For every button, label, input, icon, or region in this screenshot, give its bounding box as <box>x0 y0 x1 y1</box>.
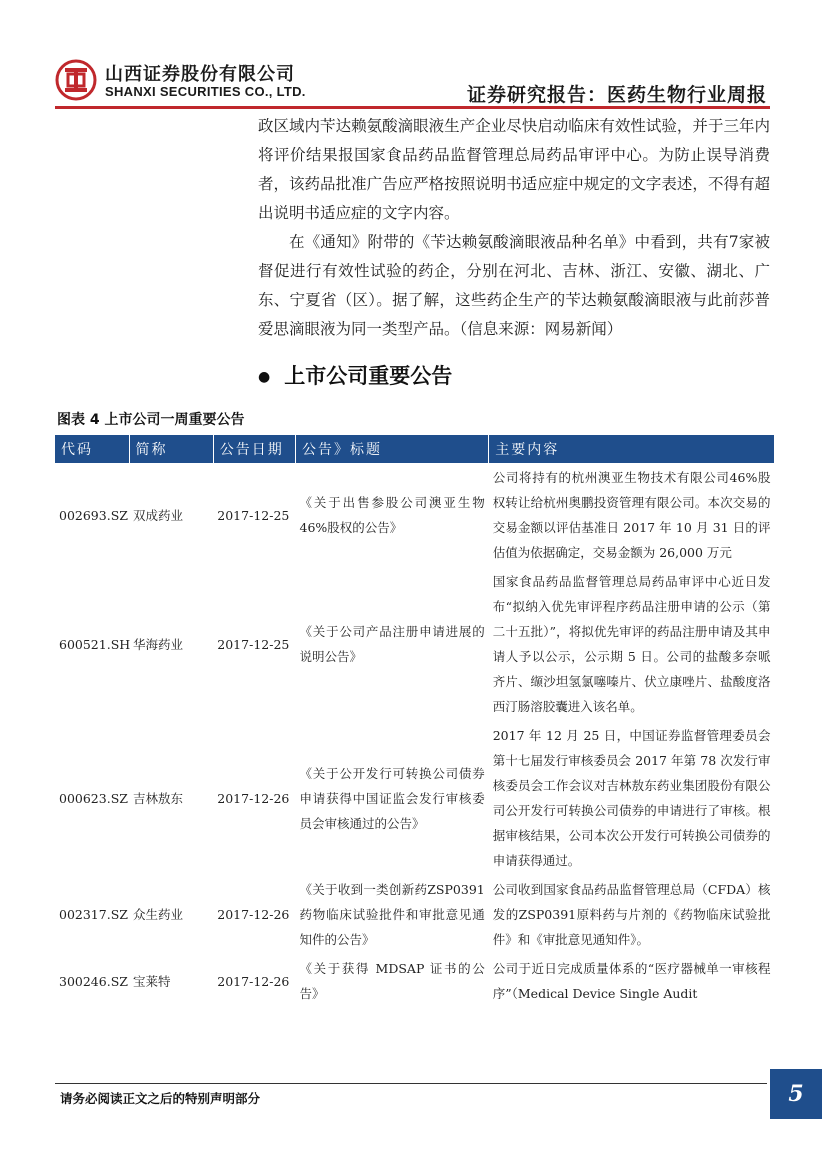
cell-content: 公司于近日完成质量体系的“医疗器械单一审核程序”（Medical Device Single Audit <box>492 961 771 1001</box>
table-row <box>55 875 775 954</box>
cell-content: 国家食品药品监督管理总局药品审评中心近日发布“拟纳入优先审评程序药品注册申请的公示（第二十五批）”，将拟优先审评的药品注册申请及其申请人予以公示，公示期 5 日。公司的盐酸多奈哌齐片、缬沙坦氢氯噻嗪片、伏立康唑片、盐酸度洛西汀肠溶胶囊进入该名单。 <box>492 574 771 714</box>
body-text <box>258 112 770 344</box>
column-header-code: 代码 <box>55 435 129 463</box>
footer-divider <box>55 1083 767 1084</box>
company-name-cn: 山西证券股份有限公司 <box>105 64 295 85</box>
cell-name: 宝莱特 <box>133 973 171 989</box>
table-row <box>55 463 775 567</box>
section-heading <box>258 360 452 390</box>
cell-content: 2017 年 12 月 25 日，中国证券监督管理委员会第十七届发行审核委员会 2017 年第 78 次发行审核委员会工作会议对吉林敖东药业集团股份有限公司公开发行可转换公司债券的申请进行了审核。根据审核结果，公司本次公开发行可转换公司债券的申请获得通过。 <box>492 728 771 868</box>
cell-date: 2017-12-25 <box>217 636 290 652</box>
cell-name: 华海药业 <box>133 636 184 652</box>
cell-title: 《关于收到一类创新药ZSP0391 药物临床试验批件和审批意见通知件的公告》 <box>299 882 485 947</box>
cell-date: 2017-12-26 <box>217 907 290 922</box>
cell-title: 《关于出售参股公司澳亚生物 46%股权的公告》 <box>299 495 485 535</box>
cell-code: 300246.SZ <box>59 973 128 989</box>
cell-name: 吉林敖东 <box>133 790 184 806</box>
table-caption: 图表 4 上市公司一周重要公告 <box>57 412 245 428</box>
column-header-name: 简称 <box>129 435 213 463</box>
announcements-table <box>55 435 775 1008</box>
column-header-title: 公告》标题 <box>296 435 489 463</box>
table-row <box>55 954 775 1008</box>
cell-date: 2017-12-25 <box>217 507 290 523</box>
table-row <box>55 567 775 721</box>
table-row <box>55 721 775 875</box>
report-title: 证券研究报告：医药生物行业周报 <box>466 84 767 106</box>
page-number: 5 <box>770 1069 822 1119</box>
paragraph-2: 在《通知》附带的《苄达赖氨酸滴眼液品种名单》中看到，共有7家被督促进行有效性试验的药企，分别在河北、吉林、浙江、安徽、湖北、广东、宁夏省（区）。据了解，这些药企生产的苄达赖氨酸滴眼液与此前莎普爱思滴眼液为同一类型产品。（信息来源：网易新闻） <box>258 233 770 338</box>
section-heading-text: 上市公司重要公告 <box>284 364 453 388</box>
cell-content: 公司收到国家食品药品监督管理总局（CFDA）核发的ZSP0391原料药与片剂的《药物临床试验批件》和《审批意见通知件》。 <box>492 882 771 947</box>
cell-code: 000623.SZ <box>59 790 128 806</box>
cell-code: 002693.SZ <box>59 507 128 523</box>
cell-content: 公司将持有的杭州澳亚生物技术有限公司46%股权转让给杭州奥鹏投资管理有限公司。本次交易的交易金额以评估基准日 2017 年 10 月 31 日的评估值为依据确定，交易金额为 26,000 万元 <box>492 470 771 560</box>
cell-code: 600521.SH <box>59 636 131 652</box>
cell-name: 众生药业 <box>133 907 184 922</box>
page-header <box>0 0 827 110</box>
footer-disclaimer: 请务必阅读正文之后的特别声明部分 <box>60 1091 261 1106</box>
table-header-row <box>55 435 775 463</box>
cell-title: 《关于公司产品注册申请进展的说明公告》 <box>299 624 485 664</box>
bullet-icon: ● <box>258 369 271 385</box>
column-header-date: 公告日期 <box>213 435 295 463</box>
cell-name: 双成药业 <box>133 507 184 523</box>
cell-date: 2017-12-26 <box>217 973 290 989</box>
column-header-content: 主要内容 <box>489 435 775 463</box>
cell-date: 2017-12-26 <box>217 790 290 806</box>
cell-title: 《关于获得 MDSAP 证书的公告》 <box>299 961 485 1001</box>
cell-title: 《关于公开发行可转换公司债券申请获得中国证监会发行审核委员会审核通过的公告》 <box>299 765 485 831</box>
cell-code: 002317.SZ <box>59 907 128 922</box>
company-name-en: SHANXI SECURITIES CO., LTD. <box>105 84 306 99</box>
paragraph-1: 政区域内苄达赖氨酸滴眼液生产企业尽快启动临床有效性试验，并于三年内将评价结果报国家食品药品监督管理总局药品审评中心。为防止误导消费者，该药品批准广告应严格按照说明书适应症中规定的文字表述，不得有超出说明书适应症的文字内容。 <box>258 117 770 222</box>
header-divider <box>55 106 770 109</box>
company-logo-icon <box>55 59 97 101</box>
